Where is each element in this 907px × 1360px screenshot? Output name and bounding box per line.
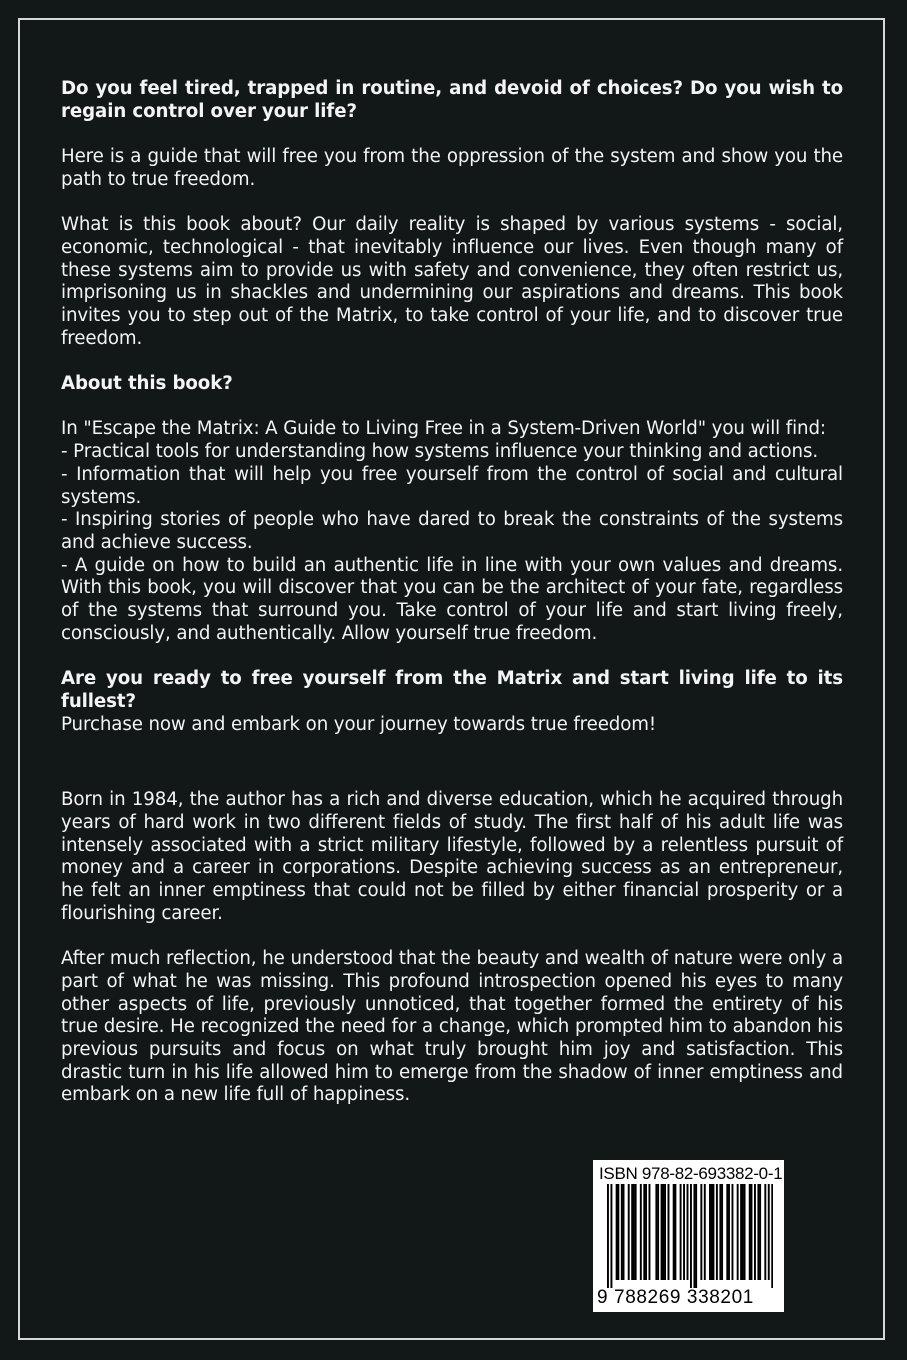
barcode-bar — [655, 1184, 657, 1280]
barcode-bar — [754, 1184, 756, 1280]
barcode-bar — [643, 1184, 645, 1280]
barcode-bar — [617, 1184, 619, 1280]
author-bio-1: Born in 1984, the author has a rich and diverse education, which he acquired through years of hard work in two different fields of study. The first half of his adult life was intensely associated with a strict military lifestyle, followed by a relentless pursuit of money and a career in corporations. Despite achieving success as an entrepreneur, he felt an inner emptiness that could not be filled by either financial prosperity or a flourishing career. — [61, 789, 843, 924]
about-paragraph: What is this book about? Our daily reality is shaped by various systems - social, economic, technological - that inevitably influence our lives. Even though many of these systems aim to provide us with safety and convenience, they often restrict us, imprisoning us in shackles and undermining our aspirations and dreams. This book invites you to step out of the Matrix, to take control of your life, and to discover true freedom. — [61, 214, 843, 349]
barcode-bar — [693, 1184, 695, 1288]
barcode-bar — [744, 1184, 746, 1280]
barcode-bar — [712, 1184, 714, 1280]
barcode-bar — [668, 1184, 670, 1280]
barcode-bar — [719, 1184, 721, 1280]
cta-action: Purchase now and embark on your journey towards true freedom! — [61, 713, 657, 735]
barcode-bar — [607, 1184, 609, 1288]
barcode-bar — [687, 1184, 689, 1280]
isbn-label: ISBN 978-82-693382-0-1 — [599, 1164, 783, 1183]
barcode-bar — [664, 1184, 666, 1280]
bullet-item: - A guide on how to build an authentic life in line with your own values and dreams. With this book, you will discover that you can be the architect of your fate, regardless of the systems that surround you. Take control of your life and start living freely, consciously, and authentically. Allow yourself true freedom. — [61, 554, 843, 644]
barcode-bar — [680, 1184, 682, 1280]
about-heading: About this book? — [61, 373, 233, 395]
barcode-bar — [726, 1184, 728, 1280]
barcode-bar — [661, 1184, 663, 1280]
barcode-bar — [628, 1184, 630, 1280]
barcode-bar — [662, 1184, 664, 1280]
barcode-bar — [716, 1184, 718, 1280]
barcode-bar — [749, 1184, 751, 1280]
barcode-bar — [657, 1184, 659, 1280]
barcode-bars — [607, 1184, 773, 1288]
barcode-bar — [732, 1184, 734, 1280]
back-cover-text — [61, 78, 843, 1130]
barcode-bar — [649, 1184, 651, 1280]
isbn-barcode — [593, 1160, 784, 1312]
barcode-bar — [673, 1184, 675, 1280]
author-bio-2: After much reflection, he understood that the beauty and wealth of nature were only a part of what he was missing. This profound introspection opened his eyes to many other aspects of life, previously unnoticed, that together formed the entirety of his true desire. He recognized the need for a change, which prompted him to abandon his previous pursuits and focus on what truly brought him joy and satisfaction. This drastic turn in his life allowed him to emerge from the shadow of inner emptiness and embark on a new life full of happiness. — [61, 948, 843, 1106]
barcode-bar — [721, 1184, 723, 1280]
intro-question: Do you feel tired, trapped in routine, and devoid of choices? Do you wish to regain control over your life? — [61, 78, 843, 122]
barcode-bar — [709, 1184, 711, 1280]
barcode-bar — [751, 1184, 753, 1280]
barcode-bar — [645, 1184, 647, 1280]
barcode-bar — [674, 1184, 676, 1280]
barcode-bar — [640, 1184, 642, 1280]
barcode-bar — [633, 1184, 635, 1280]
barcode-bar — [768, 1184, 770, 1280]
barcode-bar — [759, 1184, 761, 1280]
barcode-bar — [616, 1184, 618, 1280]
barcode-bar — [623, 1184, 625, 1280]
barcode-bar — [711, 1184, 713, 1280]
barcode-bar — [728, 1184, 730, 1280]
barcode-bar — [695, 1184, 697, 1288]
bullet-item: - Information that will help you free yourself from the control of social and cultural systems. — [61, 463, 843, 508]
find-intro: In "Escape the Matrix: A Guide to Living Free in a System-Driven World" you will find: — [61, 418, 826, 440]
barcode-bar — [610, 1184, 612, 1288]
bullet-item: - Practical tools for understanding how systems influence your thinking and actions. — [61, 441, 819, 463]
guide-statement: Here is a guide that will free you from the oppression of the system and show you the path to true freedom. — [61, 146, 843, 190]
barcode-bar — [631, 1184, 633, 1280]
barcode-bar — [740, 1184, 742, 1280]
barcode-digits: 9 788269 338201 — [597, 1287, 754, 1308]
barcode-bar — [757, 1184, 759, 1280]
barcode-bar — [771, 1184, 773, 1288]
barcode-bar — [737, 1184, 739, 1280]
barcode-bar — [635, 1184, 637, 1280]
barcode-bar — [764, 1184, 766, 1280]
cta-question: Are you ready to free yourself from the Matrix and start living life to its fullest? — [61, 668, 843, 712]
barcode-bar — [690, 1184, 692, 1288]
barcode-bar — [704, 1184, 706, 1280]
section-spacer — [61, 736, 843, 789]
barcode-bar — [621, 1184, 623, 1280]
bullet-item: - Inspiring stories of people who have dared to break the constraints of the systems and achieve success. — [61, 509, 843, 553]
barcode-bar — [683, 1184, 685, 1280]
barcode-bar — [742, 1184, 744, 1280]
barcode-bar — [700, 1184, 702, 1280]
